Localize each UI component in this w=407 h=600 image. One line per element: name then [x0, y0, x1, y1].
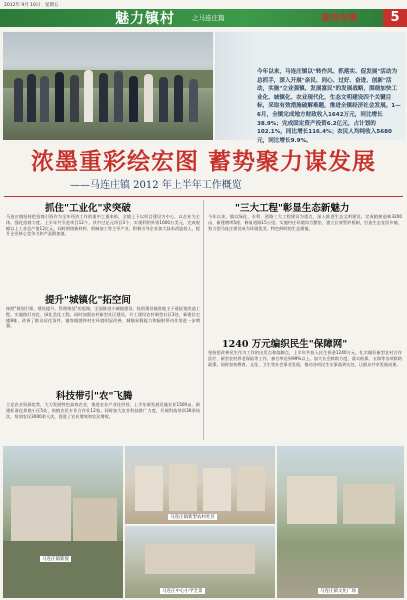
section-body-agriculture: 立足农业资源优势，大力发展特色高效农业，推进农业产业化经营。上半年新发展设施农业1500亩，新建标准化养殖小区5处，培植农民专业合作社12家。同时加大农业科技推广力度，开展科技培训30余场次，培训农民3000余人次，促进了农业增效和农民增收。 — [6, 402, 200, 419]
section-title-industry: 抓住"工业化"求突破 — [45, 203, 131, 214]
town-photo — [3, 446, 123, 598]
issue-date: 2012年 9月 10日 星期五 — [4, 3, 59, 8]
page-number: 5 — [383, 9, 407, 27]
headline-rule — [4, 196, 403, 197]
section-title: 魅力镇村 — [115, 11, 175, 27]
sub-headline: ——马连庄镇 2012 年上半年工作概览 — [70, 180, 242, 191]
column-divider — [203, 200, 204, 440]
main-headline: 浓墨重彩绘宏图 蓄势聚力谋发展 — [30, 148, 376, 175]
section-body-industry: 马连庄镇坚持把招商引资作为全年经济工作的重中之重来抓，全镇上下以项目建设为中心，以企业为主体，强化招商力度。上半年共引进项目12个，其中过亿元项目3个，实现利用外资1600万美元，完成规模以上工业总产值12亿元。同时围绕新材料、机械加工等主导产业，积极引导企业加大技术改造投入，提升企业核心竞争力和产品附加值。 — [6, 214, 200, 237]
plaza-photo — [277, 446, 404, 598]
section-body-urban: 按照"规划引领、建设提升、管理规范"的思路，全面推进小城镇建设。投资建设镇驻地主干道拓宽改造工程，实施路灯亮化、绿化美化工程。同时加强农村新型社区建设，开工建设农村新型社区3处，新建住宅楼8栋，改善了群众居住条件，镇容镇貌和村庄环境明显改善，城镇承载能力和辐射带动作用进一步增强。 — [6, 306, 200, 329]
intro-paragraph: 今年以来，马连庄镇以"转作风、抓落实、促发展"活动为总抓手，深入开展"亲民、同心、过好、奋进、创新"活动，实施"立业强镇、发展富民"的发展战略，围绕加快工业化、城镇化、农业现代化，生态文明建设四个关键目标，采取有效措施破解难题，推进全镇经济社会发展。1—6月，全镇完成地方财政收入1642万元，同比增长38.9%；完成固定资产投资6.2亿元，占计划的102.1%，同比增长116.4%；农民人均纯收入5680元，同比增长9.9%。 — [257, 69, 401, 144]
community-photo — [125, 446, 275, 524]
caption-school: 马连庄中心小学全景 — [162, 589, 203, 594]
section-subtitle: 之马连庄篇 — [192, 14, 225, 22]
building-shape — [11, 486, 71, 541]
caption-plaza: 马连庄镇文化广场 — [320, 589, 356, 594]
newspaper-name: 莱西市情 — [321, 14, 358, 24]
section-body-livelihood: 坚持把改善民生作为工作的出发点和落脚点，上半年共投入民生资金1240万元。扎实做好新型农村合作医疗、新型农村养老保险等工作，参合率达到99%以上。加大社会救助力度，落实低保、五保等各项救助政策。同时加快教育、文化、卫生等社会事业发展，推动各项民生实事落到实处，让群众共享发展成果。 — [208, 350, 402, 367]
officials-group — [10, 62, 206, 122]
section-title-agriculture: 科技带引"农"飞腾 — [56, 391, 133, 402]
caption-community: 马连庄镇新型农村社区 — [170, 515, 215, 520]
section-title-urban: 提升"城镇化"拓空间 — [45, 295, 131, 306]
section-title-ecology: "三大工程"彰显生态新魅力 — [235, 203, 350, 214]
section-body-ecology: 今年以来，镇以绿化、水利、道路三大工程建设为重点，深入推进生态文明建设。完成植树造林3200亩，新建塘坝5座，修复道路15公里。实施村庄环境综合整治，建立长效管护机制，打造生态宜居乡镇，努力把马连庄建设成为环境优美、特色鲜明的生态强镇。 — [208, 214, 402, 231]
section-title-livelihood: 1240 万元编织民生"保障网" — [222, 339, 348, 350]
caption-town: 马连庄镇新貌 — [42, 557, 69, 562]
